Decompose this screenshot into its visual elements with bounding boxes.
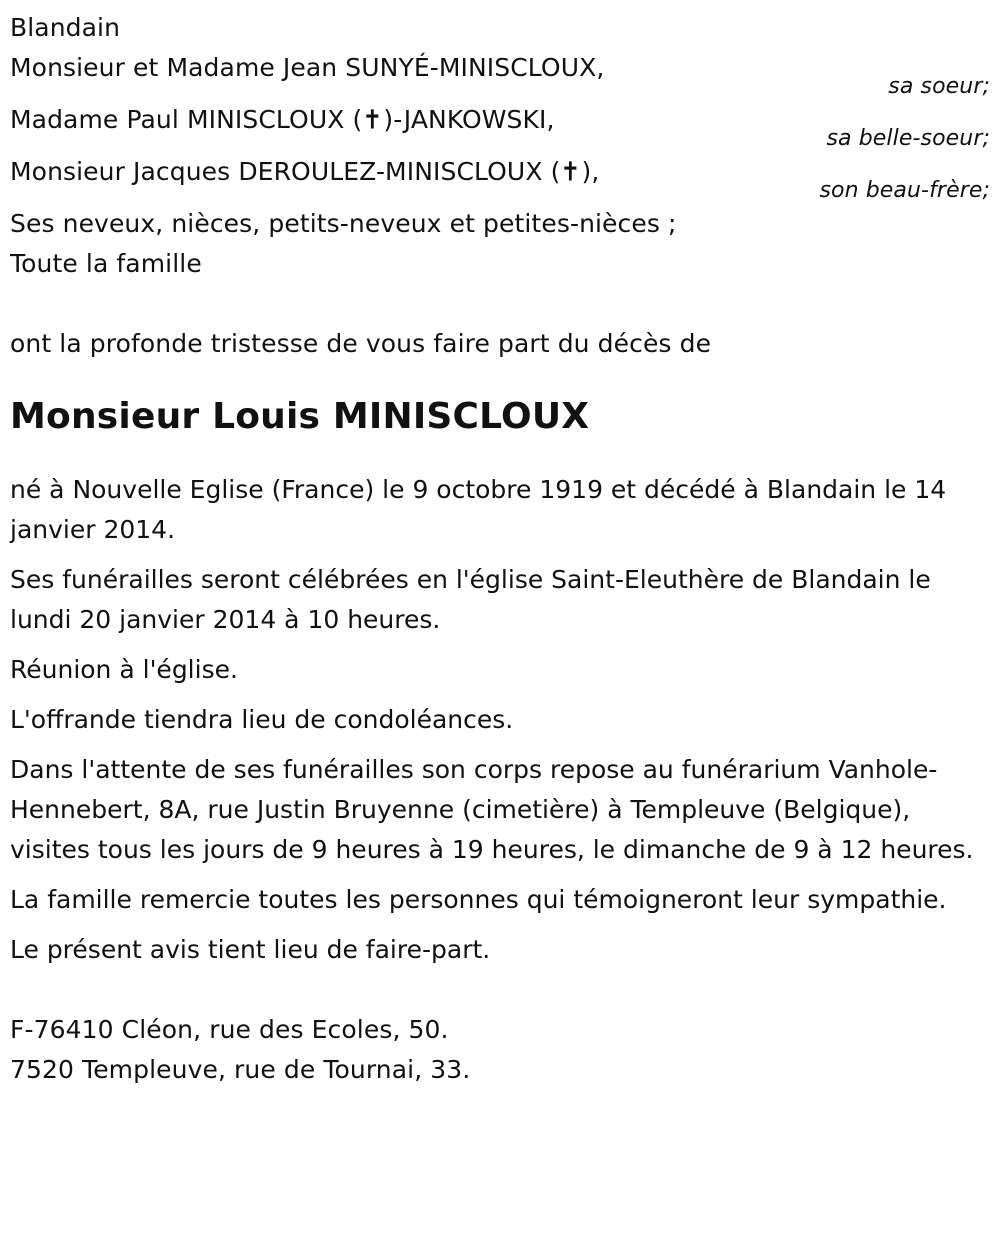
address-line: F-76410 Cléon, rue des Ecoles, 50. bbox=[10, 1015, 449, 1044]
relation-label: son beau-frère; bbox=[819, 178, 990, 203]
others-line-2: Toute la famille bbox=[10, 249, 202, 278]
family-member-line bbox=[10, 100, 990, 150]
others-line-1: Ses neveux, nièces, petits-neveux et petites-nièces ; bbox=[10, 209, 677, 238]
relation-label: sa belle-soeur; bbox=[826, 126, 990, 151]
place-name: Blandain bbox=[10, 13, 121, 42]
announcement: ont la profonde tristesse de vous faire part du décès de bbox=[10, 329, 712, 358]
family-member-name-text: Madame Paul MINISCLOUX ( bbox=[10, 105, 363, 134]
address-line: 7520 Templeuve, rue de Tournai, 33. bbox=[10, 1055, 471, 1084]
condolences-paragraph: L'offrande tiendra lieu de condoléances. bbox=[10, 705, 514, 734]
family-member-line bbox=[10, 48, 990, 98]
family-member-line bbox=[10, 152, 990, 202]
address-block bbox=[10, 1010, 990, 1090]
family-member-name-suffix: )-JANKOWSKI, bbox=[383, 105, 555, 134]
deceased-name: Monsieur Louis MINISCLOUX bbox=[10, 396, 590, 437]
family-member-name-text: Monsieur et Madame Jean SUNYÉ-MINISCLOUX, bbox=[10, 53, 605, 82]
cross-icon: ✝ bbox=[362, 104, 383, 135]
funeral-paragraph: Ses funérailles seront célébrées en l'église Saint-Eleuthère de Blandain le lundi 20 janvier 2014 à 10 heures. bbox=[10, 565, 931, 634]
family-member-name-text: Monsieur Jacques DEROULEZ-MINISCLOUX ( bbox=[10, 157, 561, 186]
notice-paragraph: Le présent avis tient lieu de faire-part. bbox=[10, 935, 491, 964]
family-member-name-suffix: ), bbox=[581, 157, 600, 186]
relation-label: sa soeur; bbox=[888, 74, 990, 99]
spacer bbox=[10, 284, 990, 324]
thanks-paragraph: La famille remercie toutes les personnes qui témoigneront leur sympathie. bbox=[10, 885, 947, 914]
meeting-paragraph: Réunion à l'église. bbox=[10, 655, 238, 684]
birth-death-paragraph: né à Nouvelle Eglise (France) le 9 octobre 1919 et décédé à Blandain le 14 janvier 2014. bbox=[10, 475, 947, 544]
funerarium-paragraph: Dans l'attente de ses funérailles son corps repose au funérarium Vanhole-Hennebert, 8A, rue Justin Bruyenne (cimetière) à Templeuve (Belgique), visites tous les jours de 9 heures à 19 heures, le dimanche de 9 à 12 heures. bbox=[10, 755, 974, 864]
cross-icon: ✝ bbox=[560, 156, 581, 187]
